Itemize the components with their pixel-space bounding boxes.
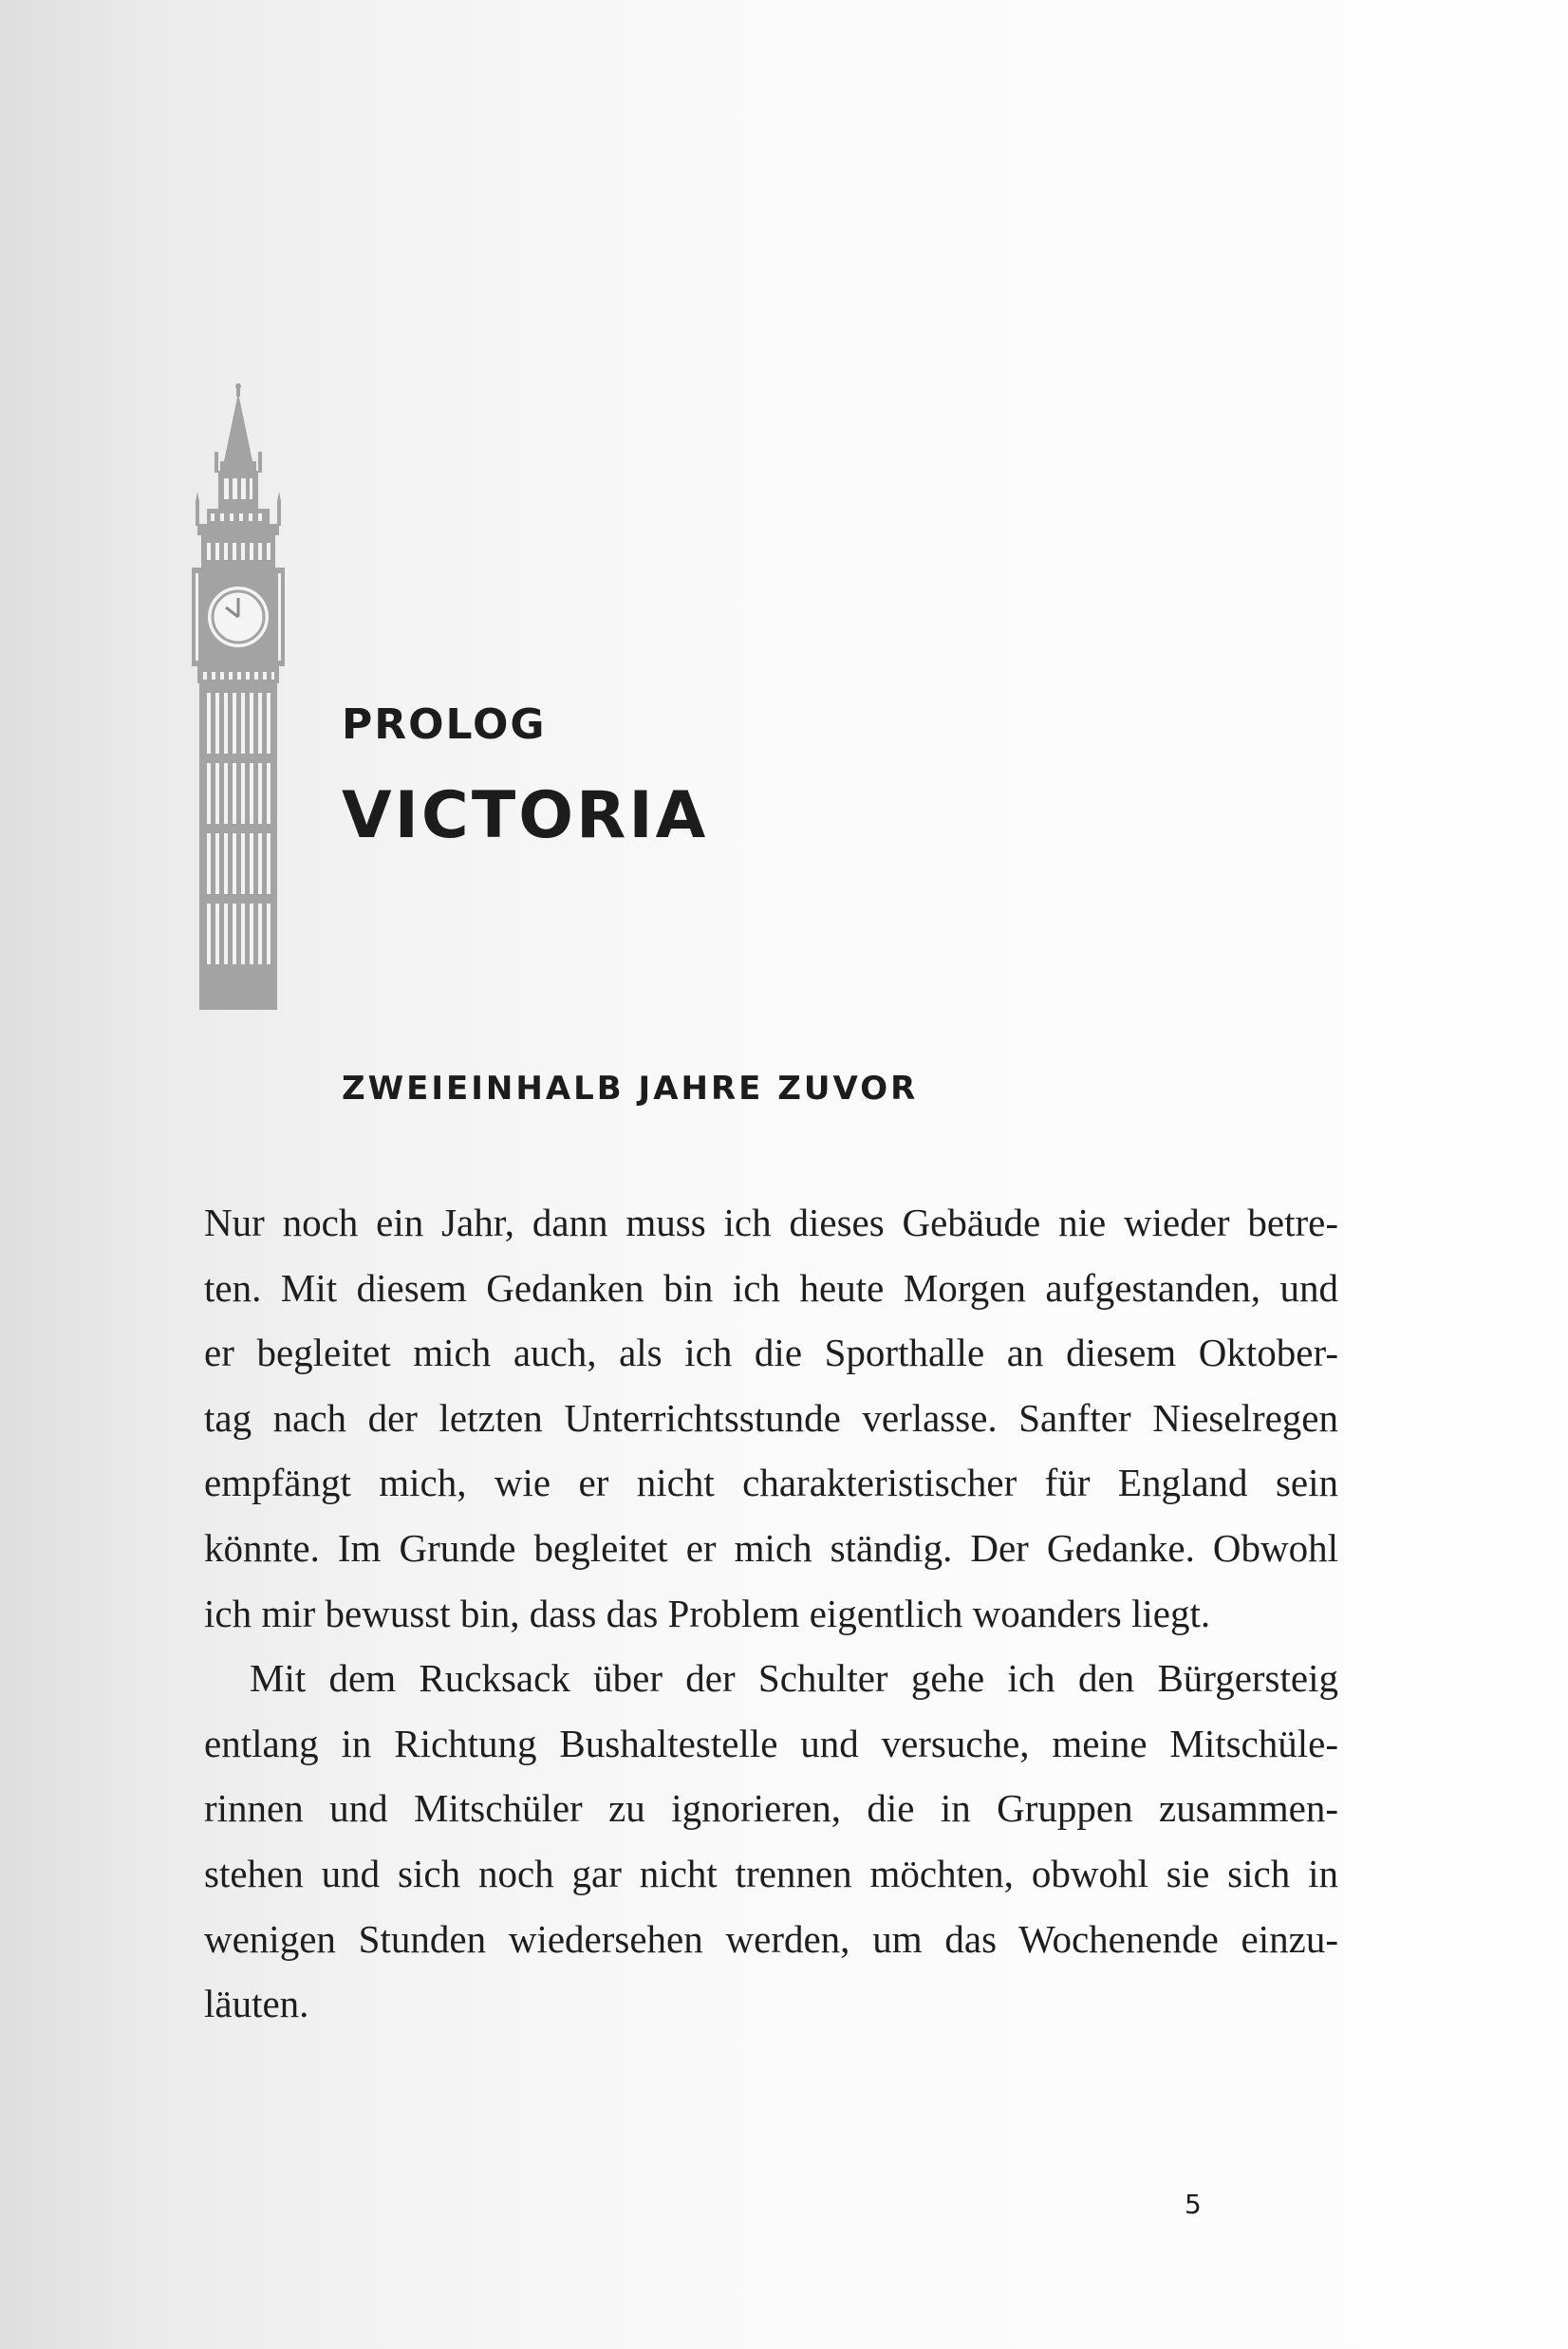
paragraph	[204, 1646, 1338, 2037]
text-line: könnte. Im Grunde begleitet er mich ständig. Der Gedanke. Obwohl	[204, 1525, 1338, 1570]
paragraph	[204, 1190, 1338, 1646]
text-line: tag nach der letzten Unterrichtsstunde verlasse. Sanfter Nieselregen	[204, 1395, 1338, 1440]
chapter-label: PROLOG	[342, 700, 547, 749]
text-line: empfängt mich, wie er nicht charakteristischer für England sein	[204, 1461, 1338, 1505]
time-marker: ZWEIEINHALB JAHRE ZUVOR	[342, 1070, 919, 1108]
text-line: ten. Mit diesem Gedanken bin ich heute Morgen aufgestanden, und	[204, 1265, 1338, 1310]
text-line: läuten.	[204, 1982, 309, 2026]
text-line: entlang in Richtung Bushaltestelle und versuche, meine Mitschüle-	[204, 1721, 1338, 1765]
chapter-title: VICTORIA	[342, 778, 709, 853]
text-line: rinnen und Mitschüler zu ignorieren, die in Gruppen zusammen-	[204, 1786, 1338, 1831]
text-line: ich mir bewusst bin, dass das Problem eigentlich woanders liegt.	[204, 1591, 1211, 1635]
text-line: stehen und sich noch gar nicht trennen möchten, obwohl sie sich in	[204, 1851, 1338, 1895]
text-line: wenigen Stunden wiedersehen werden, um das Wochenende einzu-	[204, 1916, 1338, 1961]
page-number: 5	[1185, 2189, 1202, 2220]
big-ben-tower-icon	[186, 383, 290, 1010]
text-line: Mit dem Rucksack über der Schulter gehe ich den Bürgersteig	[250, 1656, 1338, 1701]
text-line: Nur noch ein Jahr, dann muss ich dieses Gebäude nie wieder betre-	[204, 1201, 1338, 1244]
body-text	[204, 1190, 1338, 2037]
text-line: er begleitet mich auch, als ich die Sporthalle an diesem Oktober-	[204, 1331, 1338, 1375]
